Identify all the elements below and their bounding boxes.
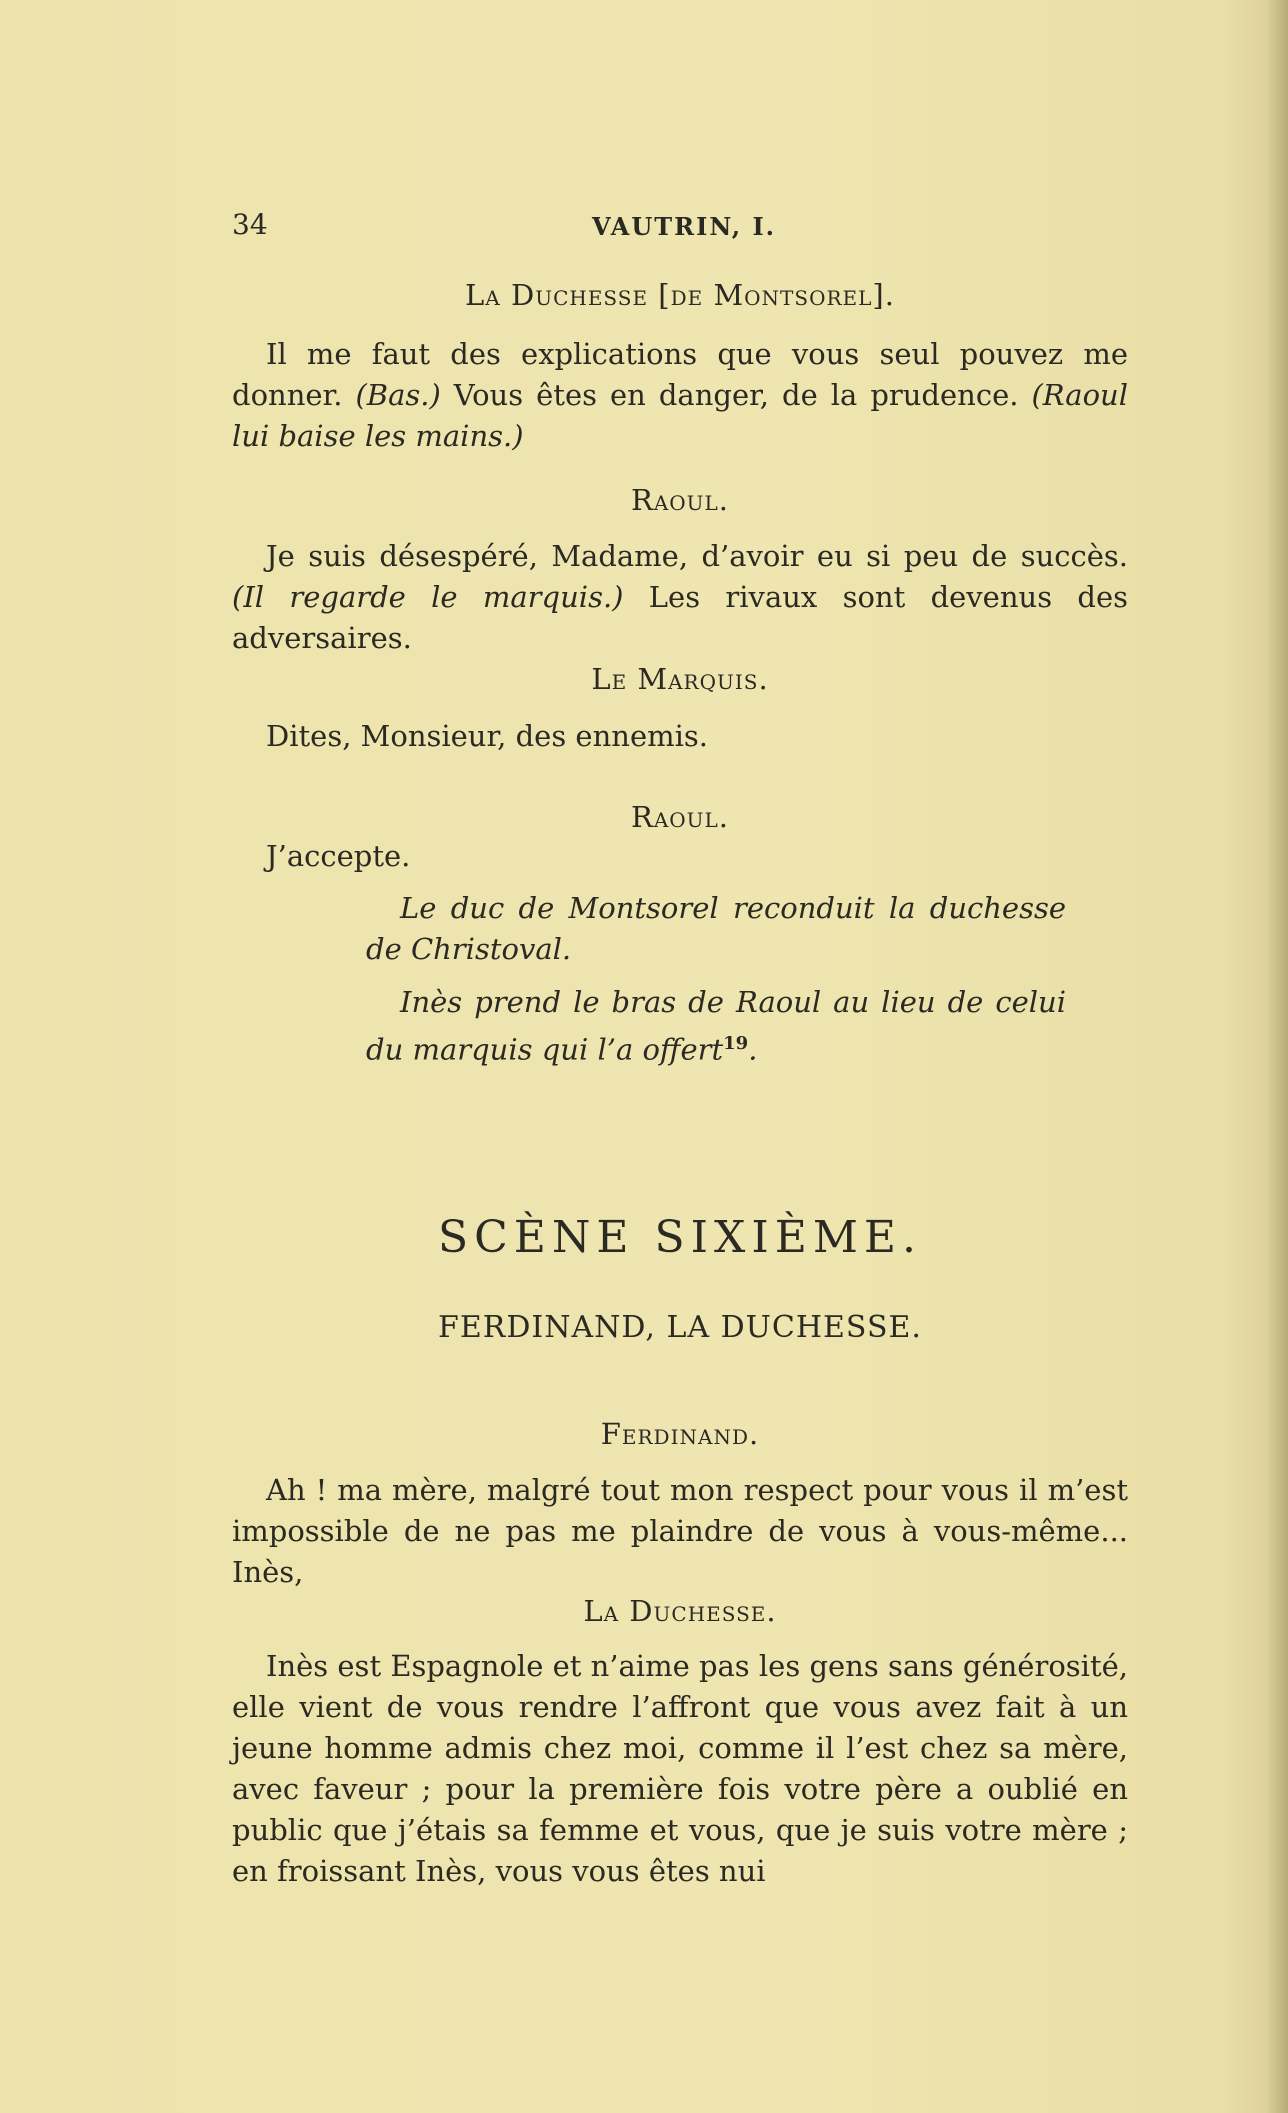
speaker-duchesse-montsorel: La Duchesse [de Montsorel]. [465,278,895,312]
dialogue-ferdinand: Ah ! ma mère, malgré tout mon respect pour vous il m’est impossible de ne pas me plaindre de vous à vous-même... Inès, [232,1473,1128,1589]
stage-aside-bas: (Bas.) [355,378,441,412]
speaker-raoul: Raoul. [630,483,730,517]
stage-aside-raoul-kiss: (Raoul lui baise les mains.) [232,378,1128,453]
footnote-marker: 19 [723,1033,749,1054]
dialogue-marquis: Dites, Monsieur, des ennemis. [266,719,708,753]
stage-aside-regarde: (Il regarde le marquis.) [232,580,624,614]
speaker-marquis: Le Marquis. [591,662,769,696]
dialogue-raoul [232,536,1128,659]
stage-text: Inès prend le bras de Raoul au lieu de celui du marquis qui l’a offert [366,985,1066,1067]
stage-text: . [748,1032,758,1067]
dialogue-duchesse [232,334,1128,457]
page-number: 34 [232,208,268,241]
page-header [232,208,1128,248]
stage-direction: Le duc de Montsorel reconduit la duchesse de Christoval. [366,891,1066,966]
dialogue-text: Il me faut des explications que vous seul pouvez me donner. [232,337,1128,412]
dialogue-duchesse-reply: Inès est Espagnole et n’aime pas les gens sans générosité, elle vient de vous rendre l’affront que vous avez fait à un jeune homme admis chez moi, comme il l’est chez sa mère, avec faveur ; pour la première fois votre père a oublié en public que j’étais sa femme et vous, que je suis votre mère ; en froissant Inès, vous vous êtes nui [232,1649,1128,1888]
dialogue-raoul-accepte: J’accepte. [266,839,411,873]
running-title: VAUTRIN, I. [592,212,777,241]
stage-direction [366,982,1066,1071]
speaker-raoul: Raoul. [630,800,730,834]
speaker-ferdinand: Ferdinand. [600,1417,760,1451]
scene-title: SCÈNE SIXIÈME. [437,1212,923,1263]
dialogue-text: Les rivaux sont devenus des adversaires. [232,580,1128,655]
dialogue-text: Vous êtes en danger, de la prudence. [440,378,1032,412]
dialogue-text: Je suis désespéré, Madame, d’avoir eu si peu de succès. [266,539,1128,573]
speaker-duchesse: La Duchesse. [583,1594,777,1628]
page-gutter-shadow [1266,0,1288,2113]
scene-characters: FERDINAND, LA DUCHESSE. [438,1310,922,1345]
